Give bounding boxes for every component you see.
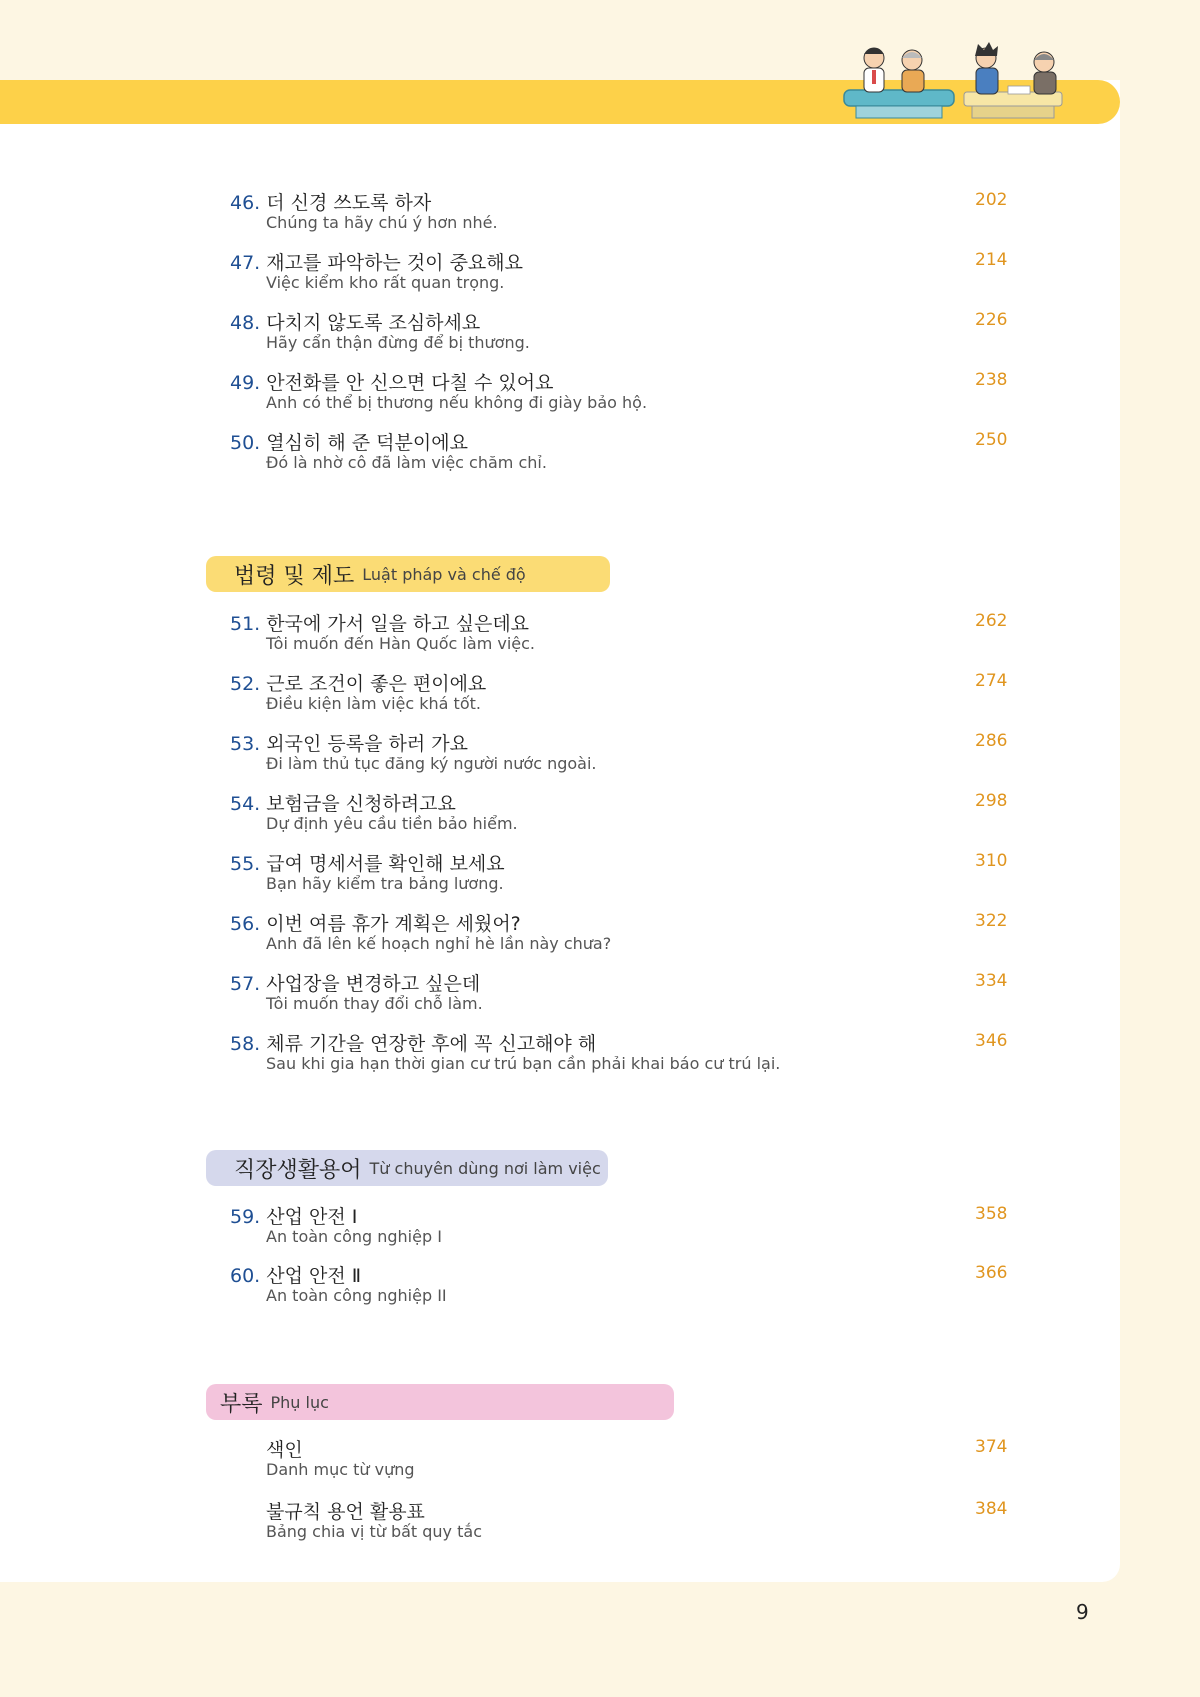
entry-vietnamese-title: Danh mục từ vựng [266,1460,415,1479]
entry-korean-text: 더 신경 쓰도록 하자 [266,192,432,214]
entry-korean-title [230,428,468,455]
entry-korean-title [230,248,523,275]
entry-korean-title [230,669,486,696]
entry-korean-text: 사업장을 변경하고 싶은데 [266,973,481,995]
section-korean-title: 부록 [220,1391,263,1417]
entry-korean-title [230,729,468,756]
entry-page-number: 334 [975,971,1008,991]
entry-page-number: 366 [975,1263,1008,1283]
entry-vietnamese-title: An toàn công nghiệp II [266,1286,447,1305]
entry-korean-text: 다치지 않도록 조심하세요 [266,312,481,334]
entry-korean-text: 안전화를 안 신으면 다칠 수 있어요 [266,372,554,394]
entry-vietnamese-title: Đó là nhờ cô đã làm việc chăm chỉ. [266,453,547,472]
entry-page-number: 298 [975,791,1008,811]
entry-number: 55. [230,853,261,875]
entry-vietnamese-title: Sau khi gia hạn thời gian cư trú bạn cần phải khai báo cư trú lại. [266,1054,781,1073]
entry-korean-title [230,368,553,395]
office-workers-meeting-illustration [836,40,1072,122]
entry-korean-title [230,308,480,335]
entry-korean-text: 근로 조건이 좋은 편이에요 [266,673,487,695]
section-korean-title: 법령 및 제도 [234,563,355,589]
entry-vietnamese-title: Đi làm thủ tục đăng ký người nước ngoài. [266,754,597,773]
entry-vietnamese-title: Tôi muốn thay đổi chỗ làm. [266,994,483,1013]
entry-korean-text: 산업 안전 Ⅰ [266,1206,358,1228]
entry-page-number: 250 [975,430,1008,450]
entry-number: 49. [230,372,261,394]
section-header-workplace-terms [206,1150,608,1186]
entry-number: 60. [230,1265,261,1287]
entry-number: 54. [230,793,261,815]
entry-page-number: 226 [975,310,1008,330]
entry-vietnamese-title: An toàn công nghiệp I [266,1227,442,1246]
entry-korean-title [230,188,431,215]
entry-number: 57. [230,973,261,995]
entry-page-number: 202 [975,190,1008,210]
entry-korean-text: 열심히 해 준 덕분이에요 [266,432,468,454]
entry-page-number: 358 [975,1204,1008,1224]
entry-vietnamese-title: Bạn hãy kiểm tra bảng lương. [266,874,504,893]
entry-vietnamese-title: Việc kiểm kho rất quan trọng. [266,273,505,292]
entry-number: 48. [230,312,261,334]
entry-korean-title [230,849,505,876]
entry-vietnamese-title: Anh có thể bị thương nếu không đi giày bảo hộ. [266,393,648,412]
entry-korean-text: 체류 기간을 연장한 후에 꼭 신고해야 해 [266,1033,597,1055]
entry-korean-title [230,909,521,936]
entry-page-number: 346 [975,1031,1008,1051]
entry-vietnamese-title: Tôi muốn đến Hàn Quốc làm việc. [266,634,535,653]
section-vietnamese-title: Phụ lục [270,1392,329,1412]
entry-page-number: 286 [975,731,1008,751]
entry-number: 58. [230,1033,261,1055]
entry-korean-title [230,789,456,816]
section-header-law [206,556,610,592]
entry-vietnamese-title: Dự định yêu cầu tiền bảo hiểm. [266,814,518,833]
entry-page-number: 214 [975,250,1008,270]
entry-page-number: 310 [975,851,1008,871]
entry-page-number: 322 [975,911,1008,931]
entry-number: 46. [230,192,261,214]
entry-page-number: 262 [975,611,1008,631]
entry-vietnamese-title: Anh đã lên kế hoạch nghỉ hè lần này chưa? [266,934,612,953]
entry-vietnamese-title: Chúng ta hãy chú ý hơn nhé. [266,213,498,232]
entry-number: 52. [230,673,261,695]
entry-korean-text: 외국인 등록을 하러 가요 [266,733,468,755]
entry-korean-title: 불규칙 용언 활용표 [266,1501,425,1523]
entry-number: 51. [230,613,261,635]
entry-number: 56. [230,913,261,935]
entry-korean-title [230,609,529,636]
entry-vietnamese-title: Hãy cẩn thận đừng để bị thương. [266,333,530,352]
entry-korean-title [230,969,480,996]
entry-korean-title [230,1029,596,1056]
entry-korean-title: 색인 [266,1439,303,1461]
page-number: 9 [1076,1600,1089,1624]
entry-page-number: 238 [975,370,1008,390]
entry-korean-text: 산업 안전 Ⅱ [266,1265,362,1287]
entry-korean-text: 재고를 파악하는 것이 중요해요 [266,252,523,274]
section-vietnamese-title: Luật pháp và chế độ [362,564,526,584]
entry-number: 59. [230,1206,261,1228]
entry-page-number: 384 [975,1499,1008,1519]
section-header-appendix [206,1384,674,1420]
entry-korean-title [230,1261,361,1288]
entry-number: 47. [230,252,261,274]
page-panel [0,80,1120,1582]
section-korean-title: 직장생활용어 [234,1157,362,1183]
entry-vietnamese-title: Điều kiện làm việc khá tốt. [266,694,481,713]
entry-vietnamese-title: Bảng chia vị từ bất quy tắc [266,1522,482,1541]
entry-page-number: 274 [975,671,1008,691]
entry-korean-text: 한국에 가서 일을 하고 싶은데요 [266,613,530,635]
entry-number: 50. [230,432,261,454]
entry-korean-text: 이번 여름 휴가 계획은 세웠어? [266,913,521,935]
entry-page-number: 374 [975,1437,1008,1457]
entry-korean-text: 보험금을 신청하려고요 [266,793,456,815]
entry-korean-text: 급여 명세서를 확인해 보세요 [266,853,505,875]
entry-korean-title [230,1202,357,1229]
entry-number: 53. [230,733,261,755]
section-vietnamese-title: Từ chuyên dùng nơi làm việc [369,1158,601,1178]
